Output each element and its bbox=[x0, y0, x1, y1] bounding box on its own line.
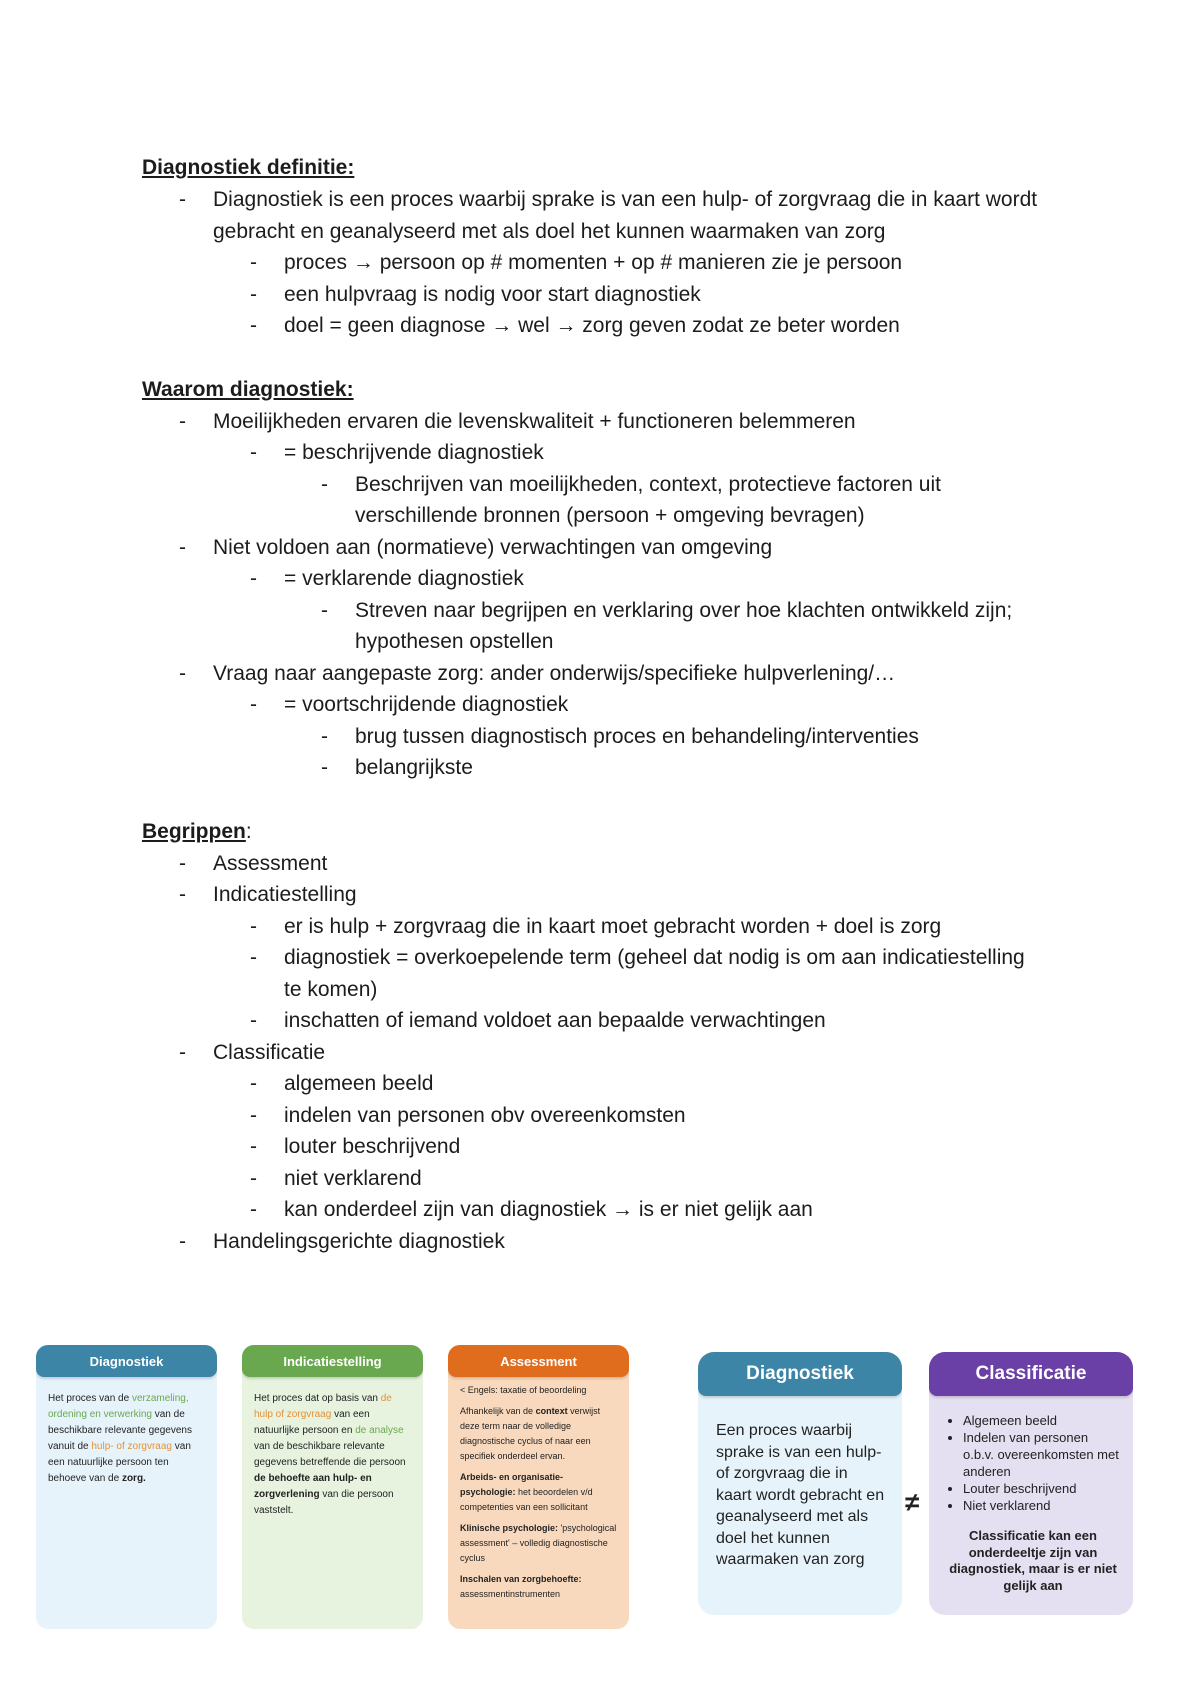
list-item: • Louter beschrijvend bbox=[963, 1480, 1121, 1497]
card-indicatiestelling-small bbox=[242, 1345, 423, 1629]
list-item: - Classificatie - algemeen beeld - indelen van personen obv overeenkomsten - louter beschrijvend - niet verklarend - kan onderdeel zijn van diagnostiek → is er niet gelijk aan bbox=[213, 1037, 1102, 1226]
section-concepts bbox=[142, 816, 1102, 1258]
card-title: Diagnostiek bbox=[36, 1345, 217, 1377]
list-item: - belangrijkste bbox=[355, 752, 1102, 784]
card-body: Het proces dat op basis van de hulp of zorgvraag van een natuurlijke persoon en de analyse van de beschikbare relevante gegevens betreffende die persoon de behoefte aan hulp- en zorgverlening van die persoon vaststelt. bbox=[254, 1393, 406, 1516]
list-item: - indelen van personen obv overeenkomsten bbox=[284, 1100, 1102, 1132]
classificatie-list bbox=[945, 1412, 1121, 1514]
list-item: - brug tussen diagnostisch proces en behandeling/interventies bbox=[355, 721, 1102, 753]
classificatie-footer: Classificatie kan een onderdeeltje zijn van diagnostiek, maar is er niet gelijk aan bbox=[949, 1528, 1117, 1593]
list-item: - Handelingsgerichte diagnostiek bbox=[213, 1226, 1102, 1258]
section-definition bbox=[142, 152, 1102, 342]
list-item: - Diagnostiek is een proces waarbij sprake is van een hulp- of zorgvraag die in kaart wordt gebracht en geanalyseerd met als doel het kunnen waarmaken van zorg - proces → persoon op # momenten + op # manieren zie je persoon - een hulpvraag is nodig voor start diagnostiek - doel = geen diagnose → wel → zorg geven zodat ze beter worden bbox=[213, 184, 1102, 342]
list-item: - Moeilijkheden ervaren die levenskwaliteit + functioneren belemmeren - = beschrijvende diagnostiek - Beschrijven van moeilijkheden, context, protectieve factoren uit verschillende bronnen (persoon + omgeving bevragen) bbox=[213, 406, 1102, 532]
list-item: - = beschrijvende diagnostiek - Beschrijven van moeilijkheden, context, protectieve factoren uit verschillende bronnen (persoon + omgeving bevragen) bbox=[284, 437, 1102, 532]
list-item: - = voortschrijdende diagnostiek - brug tussen diagnostisch proces en behandeling/interventies - belangrijkste bbox=[284, 689, 1102, 784]
card-title: Assessment bbox=[448, 1345, 629, 1377]
list-item: - Indicatiestelling - er is hulp + zorgvraag die in kaart moet gebracht worden + doel is zorg - diagnostiek = overkoepelende term (geheel dat nodig is om aan indicatiestelling te komen) - inschatten of iemand voldoet aan bepaalde verwachtingen bbox=[213, 879, 1102, 1037]
list-item: - Assessment bbox=[213, 848, 1102, 880]
card-title: Classificatie bbox=[929, 1352, 1133, 1396]
list-item: - algemeen beeld bbox=[284, 1068, 1102, 1100]
list-item: - doel = geen diagnose → wel → zorg geven zodat ze beter worden bbox=[284, 310, 1102, 342]
card-body: < Engels: taxatie of beoordeling Afhankelijk van de context verwijst deze term naar de volledige diagnostische cyclus of naar een specifiek onderdeel ervan. Arbeids- en organisatie-psychologie: het beoordelen v/d competenties van een sollicitant Klinische psychologie: 'psychological assessment' – volledig diagnostische cyclus Inschalen van zorgbehoefte: assessmentinstrumenten bbox=[460, 1385, 617, 1599]
heading-definition: Diagnostiek definitie: bbox=[142, 156, 355, 179]
list-item: - = verklarende diagnostiek - Streven naar begrijpen en verklaring over hoe klachten ontwikkeld zijn; hypothesen opstellen bbox=[284, 563, 1102, 658]
document-body bbox=[142, 152, 1102, 1289]
not-equal-sign: ≠ bbox=[905, 1487, 920, 1517]
card-diagnostiek-big bbox=[698, 1352, 902, 1615]
list-item: - louter beschrijvend bbox=[284, 1131, 1102, 1163]
list-item: - Streven naar begrijpen en verklaring over hoe klachten ontwikkeld zijn; hypothesen opstellen bbox=[355, 595, 1102, 658]
list-item: - Beschrijven van moeilijkheden, context, protectieve factoren uit verschillende bronnen (persoon + omgeving bevragen) bbox=[355, 469, 1102, 532]
list-item: - er is hulp + zorgvraag die in kaart moet gebracht worden + doel is zorg bbox=[284, 911, 1102, 943]
list-item: - niet verklarend bbox=[284, 1163, 1102, 1195]
card-body: Een proces waarbij sprake is van een hulp- of zorgvraag die in kaart wordt gebracht en geanalyseerd met als doel het kunnen waarmaken van zorg bbox=[716, 1422, 885, 1568]
heading-concepts: Begrippen: bbox=[142, 819, 252, 843]
card-assessment-small bbox=[448, 1345, 629, 1629]
card-body: Het proces van de verzameling, ordening en verwerking van de beschikbare relevante gegevens vanuit de hulp- of zorgvraag van een natuurlijke persoon ten behoeve van de zorg. bbox=[48, 1393, 192, 1484]
card-diagnostiek-small bbox=[36, 1345, 217, 1629]
heading-why: Waarom diagnostiek: bbox=[142, 377, 354, 401]
section-why bbox=[142, 374, 1102, 784]
list-item: - Niet voldoen aan (normatieve) verwachtingen van omgeving - = verklarende diagnostiek - Streven naar begrijpen en verklaring over hoe klachten ontwikkeld zijn; hypothesen opstellen bbox=[213, 532, 1102, 658]
list-item: - proces → persoon op # momenten + op # manieren zie je persoon bbox=[284, 247, 1102, 279]
list-item: • Indelen van personen o.b.v. overeenkomsten met anderen bbox=[963, 1429, 1121, 1480]
list-item: - Vraag naar aangepaste zorg: ander onderwijs/specifieke hulpverlening/… - = voortschrijdende diagnostiek - brug tussen diagnostisch proces en behandeling/interventies - belangrijkste bbox=[213, 658, 1102, 784]
list-item: - kan onderdeel zijn van diagnostiek → is er niet gelijk aan bbox=[284, 1194, 1102, 1226]
card-body bbox=[929, 1396, 1133, 1602]
list-item: - diagnostiek = overkoepelende term (geheel dat nodig is om aan indicatiestelling te komen) bbox=[284, 942, 1102, 1005]
list-item: - inschatten of iemand voldoet aan bepaalde verwachtingen bbox=[284, 1005, 1102, 1037]
card-classificatie-big bbox=[929, 1352, 1133, 1615]
list-item: • Algemeen beeld bbox=[963, 1412, 1121, 1429]
list-item: - een hulpvraag is nodig voor start diagnostiek bbox=[284, 279, 1102, 311]
card-title: Diagnostiek bbox=[698, 1352, 902, 1396]
list-item: • Niet verklarend bbox=[963, 1497, 1121, 1514]
card-title: Indicatiestelling bbox=[242, 1345, 423, 1377]
